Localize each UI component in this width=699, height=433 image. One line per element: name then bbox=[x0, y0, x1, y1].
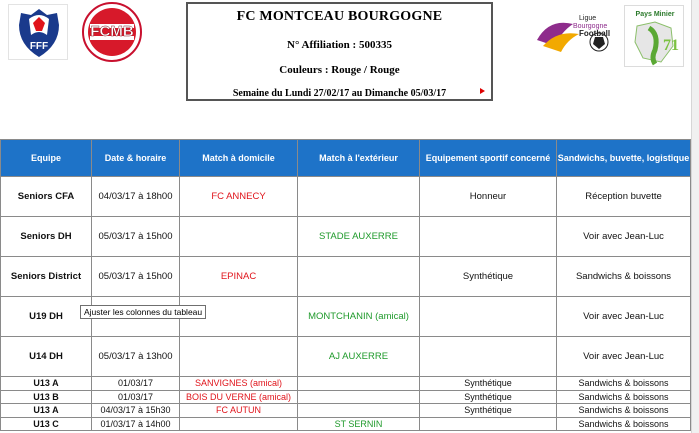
date-cell: 05/03/17 à 15h00 bbox=[92, 217, 180, 257]
table-row bbox=[1, 417, 691, 431]
logistics-cell: Sandwichs & boissons bbox=[557, 417, 691, 431]
away-match-cell bbox=[298, 177, 420, 217]
home-match-cell: BOIS DU VERNE (amical) bbox=[180, 390, 298, 404]
table-header-row bbox=[1, 140, 691, 177]
team-cell: U13 C bbox=[1, 417, 92, 431]
date-cell: 01/03/17 à 14h00 bbox=[92, 417, 180, 431]
table-row bbox=[1, 177, 691, 217]
equipment-cell bbox=[420, 417, 557, 431]
equipment-cell: Synthétique bbox=[420, 390, 557, 404]
away-match-cell: AJ AUXERRE bbox=[298, 337, 420, 377]
home-match-cell bbox=[180, 417, 298, 431]
table-row bbox=[1, 404, 691, 418]
table-row bbox=[1, 377, 691, 391]
comment-marker-icon bbox=[480, 88, 485, 94]
equipment-cell bbox=[420, 297, 557, 337]
away-match-cell: STADE AUXERRE bbox=[298, 217, 420, 257]
logistics-cell: Sandwichs & boissons bbox=[557, 377, 691, 391]
equipment-cell bbox=[420, 337, 557, 377]
header-match-domicile: Match à domicile bbox=[180, 140, 298, 177]
club-header-box bbox=[186, 2, 493, 101]
svg-text:Ligue: Ligue bbox=[579, 15, 597, 22]
home-match-cell: SANVIGNES (amical) bbox=[180, 377, 298, 391]
pays-minier-logo bbox=[624, 5, 684, 67]
team-cell: Seniors District bbox=[1, 257, 92, 297]
svg-text:FCMB: FCMB bbox=[90, 23, 134, 40]
svg-text:71: 71 bbox=[663, 37, 679, 54]
logistics-cell: Réception buvette bbox=[557, 177, 691, 217]
vertical-scrollbar-strip[interactable] bbox=[691, 0, 699, 433]
table-row bbox=[1, 390, 691, 404]
away-match-cell bbox=[298, 377, 420, 391]
header-date-horaire: Date & horaire bbox=[92, 140, 180, 177]
logistics-cell: Voir avec Jean-Luc bbox=[557, 297, 691, 337]
home-match-cell bbox=[180, 217, 298, 257]
equipment-cell: Synthétique bbox=[420, 377, 557, 391]
equipment-cell: Synthétique bbox=[420, 404, 557, 418]
equipment-cell bbox=[420, 217, 557, 257]
header-logistique: Sandwichs, buvette, logistique bbox=[557, 140, 691, 177]
team-cell: U13 B bbox=[1, 390, 92, 404]
column-resize-tooltip: Ajuster les colonnes du tableau bbox=[80, 305, 206, 319]
week-range: Semaine du Lundi 27/02/17 au Dimanche 05/03/17 bbox=[232, 88, 447, 99]
fcmb-logo bbox=[82, 2, 142, 62]
away-match-cell: MONTCHANIN (amical) bbox=[298, 297, 420, 337]
svg-text:Pays Minier: Pays Minier bbox=[635, 11, 675, 18]
header-equipement: Equipement sportif concerné bbox=[420, 140, 557, 177]
header-match-exterieur: Match à l'extérieur bbox=[298, 140, 420, 177]
team-cell: U14 DH bbox=[1, 337, 92, 377]
home-match-cell: FC ANNECY bbox=[180, 177, 298, 217]
date-cell: 01/03/17 bbox=[92, 377, 180, 391]
team-cell: U13 A bbox=[1, 377, 92, 391]
away-match-cell: ST SERNIN bbox=[298, 417, 420, 431]
team-cell: Seniors DH bbox=[1, 217, 92, 257]
home-match-cell bbox=[180, 337, 298, 377]
fff-logo bbox=[8, 4, 68, 60]
svg-text:Bourgogne: Bourgogne bbox=[573, 23, 608, 30]
logistics-cell: Voir avec Jean-Luc bbox=[557, 217, 691, 257]
svg-text:Football: Football bbox=[579, 29, 611, 38]
team-cell: Seniors CFA bbox=[1, 177, 92, 217]
table-row bbox=[1, 217, 691, 257]
date-cell: 04/03/17 à 18h00 bbox=[92, 177, 180, 217]
logistics-cell: Voir avec Jean-Luc bbox=[557, 337, 691, 377]
home-match-cell: FC AUTUN bbox=[180, 404, 298, 418]
logistics-cell: Sandwichs & boissons bbox=[557, 390, 691, 404]
home-match-cell: EPINAC bbox=[180, 257, 298, 297]
svg-text:FFF: FFF bbox=[29, 41, 49, 52]
club-name: FC MONTCEAU BOURGOGNE bbox=[236, 9, 443, 24]
table-row bbox=[1, 337, 691, 377]
away-match-cell bbox=[298, 257, 420, 297]
team-cell: U13 A bbox=[1, 404, 92, 418]
date-cell: 05/03/17 à 13h00 bbox=[92, 337, 180, 377]
date-cell: 05/03/17 à 15h00 bbox=[92, 257, 180, 297]
equipment-cell: Synthétique bbox=[420, 257, 557, 297]
club-colors: Couleurs : Rouge / Rouge bbox=[279, 64, 400, 76]
weekly-schedule-table bbox=[0, 139, 691, 431]
ligue-bourgogne-logo bbox=[533, 6, 617, 58]
table-row bbox=[1, 257, 691, 297]
logistics-cell: Sandwichs & boissons bbox=[557, 404, 691, 418]
away-match-cell bbox=[298, 404, 420, 418]
logistics-cell: Sandwichs & boissons bbox=[557, 257, 691, 297]
away-match-cell bbox=[298, 390, 420, 404]
header-equipe: Equipe bbox=[1, 140, 92, 177]
equipment-cell: Honneur bbox=[420, 177, 557, 217]
team-cell: U19 DH bbox=[1, 297, 92, 337]
date-cell: 04/03/17 à 15h30 bbox=[92, 404, 180, 418]
affiliation-number: N° Affiliation : 500335 bbox=[287, 39, 392, 51]
date-cell: 01/03/17 bbox=[92, 390, 180, 404]
